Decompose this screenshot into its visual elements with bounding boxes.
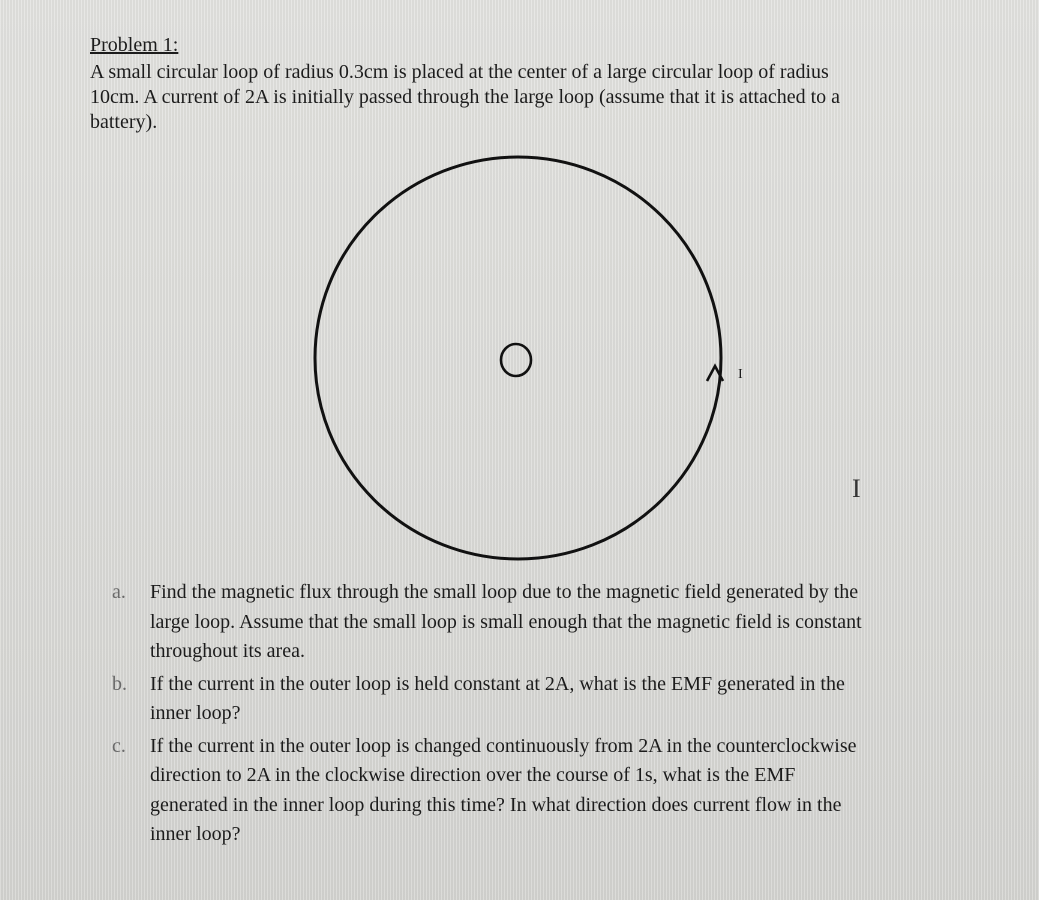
question-line: If the current in the outer loop is changed continuously from 2A in the counterclockwise [150, 734, 857, 757]
question-line: inner loop? [150, 702, 241, 724]
intro-line: 10cm. A current of 2A is initially passed through the large loop (assume that it is attached to a [90, 86, 841, 108]
current-label: I [738, 367, 743, 382]
current-arrow [707, 366, 723, 381]
question-line: large loop. Assume that the small loop is small enough that the magnetic field is constant [150, 610, 862, 633]
question-item-a [112, 578, 972, 667]
large-loop [315, 157, 721, 559]
question-item-b [112, 670, 972, 729]
question-list [112, 578, 972, 853]
question-marker: c. [112, 734, 126, 757]
question-line: generated in the inner loop during this time? In what direction does current flow in the [150, 793, 842, 816]
question-item-c [112, 732, 972, 850]
question-line: throughout its area. [150, 640, 305, 662]
question-marker: a. [112, 581, 126, 603]
question-line: inner loop? [150, 823, 241, 845]
small-loop [501, 344, 531, 376]
text-cursor-icon: I [852, 474, 861, 503]
intro-line: A small circular loop of radius 0.3cm is placed at the center of a large circular loop of radius [90, 61, 829, 83]
problem-intro [90, 60, 950, 135]
question-line: Find the magnetic flux through the small loop due to the magnetic field generated by the [150, 581, 859, 603]
problem-heading: Problem 1: [90, 34, 179, 56]
intro-line: battery). [90, 111, 158, 133]
question-line: direction to 2A in the clockwise direction over the course of 1s, what is the EMF [150, 764, 796, 786]
question-line: If the current in the outer loop is held constant at 2A, what is the EMF generated in the [150, 672, 845, 695]
question-marker: b. [112, 672, 127, 695]
